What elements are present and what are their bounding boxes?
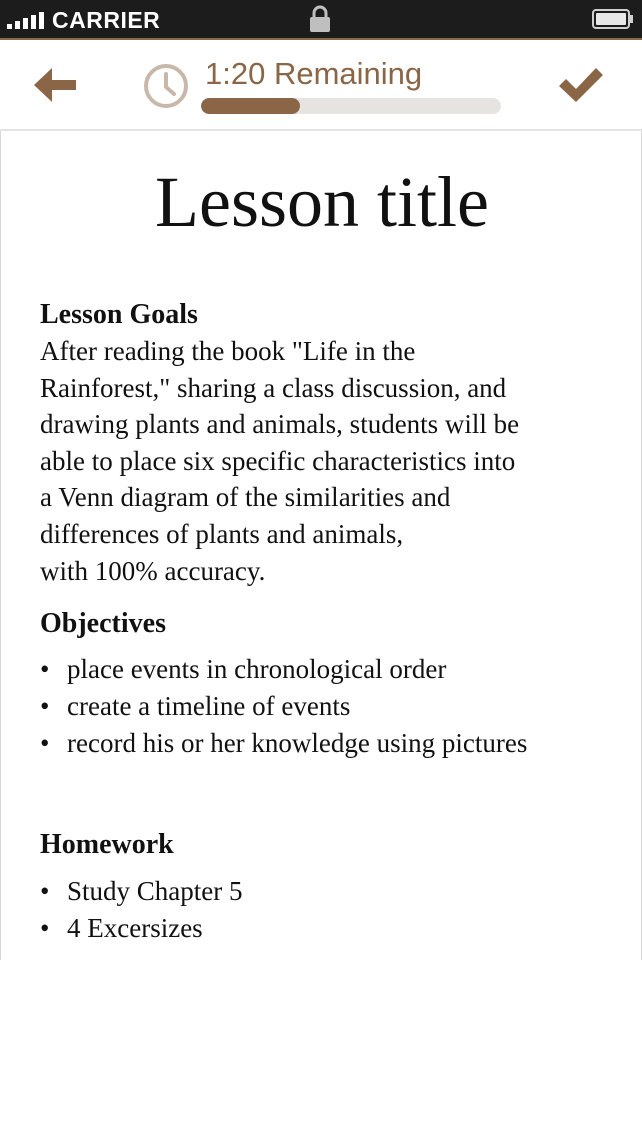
homework-item: • Study Chapter 5 — [40, 873, 243, 910]
goals-line: able to place six specific characteristics into — [40, 445, 516, 476]
lesson-goals-text — [40, 333, 615, 589]
carrier-label: CARRIER — [52, 7, 161, 33]
lock-icon — [309, 5, 331, 33]
time-progress-bar — [201, 98, 501, 114]
nav-bar — [0, 40, 642, 131]
time-remaining-label: 1:20 Remaining — [205, 56, 423, 91]
goals-line: Rainforest," sharing a class discussion, and — [40, 372, 507, 403]
objectives-list — [40, 651, 527, 762]
status-bar — [0, 0, 642, 40]
back-arrow-icon[interactable] — [32, 64, 78, 106]
goals-line: drawing plants and animals, students will be — [40, 409, 520, 440]
objective-item: • create a timeline of events — [40, 688, 527, 725]
battery-icon — [592, 9, 634, 29]
goals-line: a Venn diagram of the similarities and — [40, 482, 451, 513]
objective-item: • record his or her knowledge using pictures — [40, 725, 527, 762]
homework-list — [40, 873, 243, 947]
checkmark-icon[interactable] — [556, 64, 606, 108]
homework-heading: Homework — [40, 829, 174, 860]
lesson-goals-heading: Lesson Goals — [40, 299, 198, 330]
homework-item: • 4 Excersizes — [40, 910, 243, 947]
goals-line: differences of plants and animals, — [40, 518, 404, 549]
objective-item: • place events in chronological order — [40, 651, 527, 688]
signal-bars-icon — [7, 11, 47, 29]
clock-icon — [142, 62, 190, 110]
objectives-heading: Objectives — [40, 608, 166, 639]
lesson-content — [0, 131, 642, 960]
goals-line: with 100% accuracy. — [40, 555, 266, 586]
goals-line: After reading the book "Life in the — [40, 336, 416, 366]
time-progress-fill — [201, 98, 300, 114]
lesson-title: Lesson title — [155, 162, 489, 242]
